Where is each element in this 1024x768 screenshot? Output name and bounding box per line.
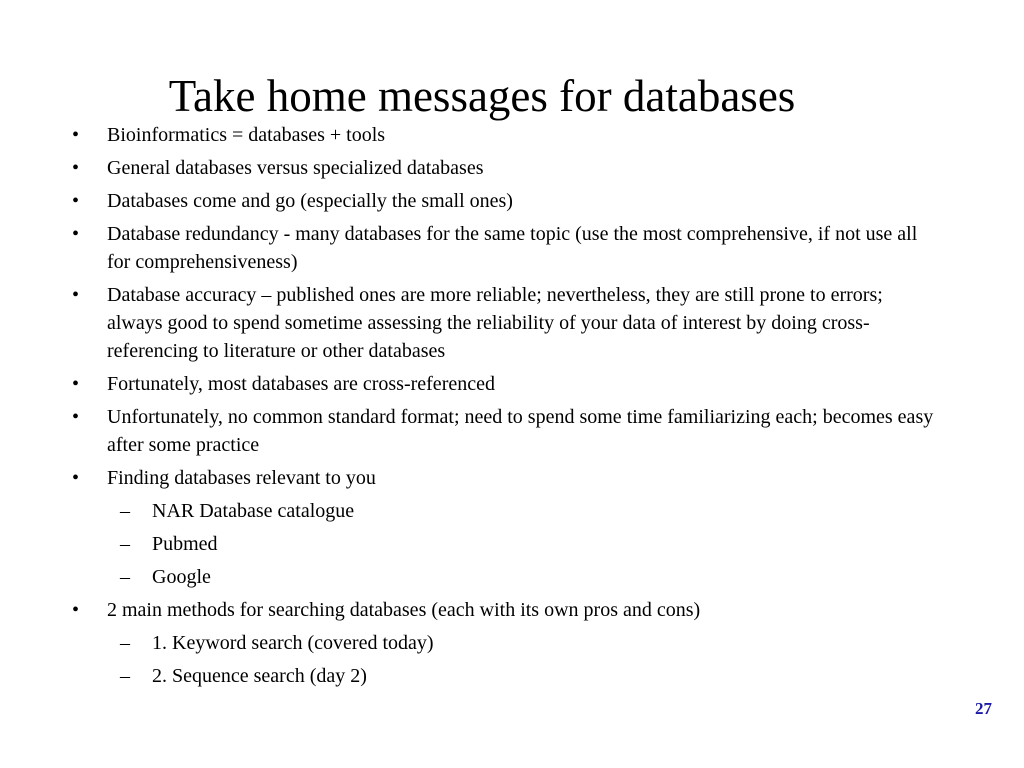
- list-item-text: Database accuracy – published ones are more reliable; nevertheless, they are still prone to errors; always good to spend sometime assessing the reliability of your data of interest by doing cross-referencing to literature or other databases: [107, 284, 883, 362]
- dash-bullet-icon: –: [120, 533, 130, 555]
- list-item-text: Database redundancy - many databases for the same topic (use the most comprehensive, if not use all for comprehensiveness): [107, 223, 918, 273]
- list-item-text: General databases versus specialized databases: [107, 157, 484, 179]
- sub-list-item: [0, 662, 1024, 690]
- list-item-text: NAR Database catalogue: [152, 500, 355, 522]
- bullet-icon: •: [72, 599, 80, 621]
- bullet-icon: •: [72, 190, 80, 212]
- sub-list-item: [0, 629, 1024, 657]
- list-item: [0, 464, 1024, 492]
- list-item: [0, 370, 1024, 398]
- dash-bullet-icon: –: [120, 665, 130, 687]
- slide-title: Take home messages for databases: [168, 71, 796, 122]
- bullet-icon: •: [72, 406, 80, 428]
- list-item: [0, 220, 1024, 276]
- bullet-icon: •: [72, 157, 80, 179]
- list-item-text: Fortunately, most databases are cross-referenced: [107, 373, 495, 395]
- sub-list-item: [0, 530, 1024, 558]
- list-item-text: Unfortunately, no common standard format; need to spend some time familiarizing each; becomes easy after some practice: [107, 406, 934, 456]
- dash-bullet-icon: –: [120, 632, 130, 654]
- bullet-icon: •: [72, 223, 80, 245]
- list-item: [0, 187, 1024, 215]
- list-item-text: 2. Sequence search (day 2): [152, 665, 367, 687]
- list-item: [0, 596, 1024, 624]
- list-item-text: Finding databases relevant to you: [107, 467, 376, 489]
- list-item: [0, 154, 1024, 182]
- bullet-icon: •: [72, 124, 80, 146]
- bullet-icon: •: [72, 467, 80, 489]
- list-item-text: 1. Keyword search (covered today): [152, 632, 434, 654]
- sub-list-item: [0, 563, 1024, 591]
- dash-bullet-icon: –: [120, 500, 130, 522]
- list-item: [0, 281, 1024, 365]
- bullet-list: [0, 121, 1024, 690]
- page-number: 27: [975, 699, 992, 718]
- list-item-text: Bioinformatics = databases + tools: [107, 124, 386, 146]
- list-item-text: Databases come and go (especially the small ones): [107, 190, 513, 212]
- dash-bullet-icon: –: [120, 566, 130, 588]
- list-item-text: Pubmed: [152, 533, 218, 555]
- list-item-text: Google: [152, 566, 211, 588]
- list-item: [0, 121, 1024, 149]
- sub-list-item: [0, 497, 1024, 525]
- bullet-icon: •: [72, 373, 80, 395]
- bullet-icon: •: [72, 284, 80, 306]
- list-item-text: 2 main methods for searching databases (each with its own pros and cons): [107, 599, 701, 621]
- list-item: [0, 403, 1024, 459]
